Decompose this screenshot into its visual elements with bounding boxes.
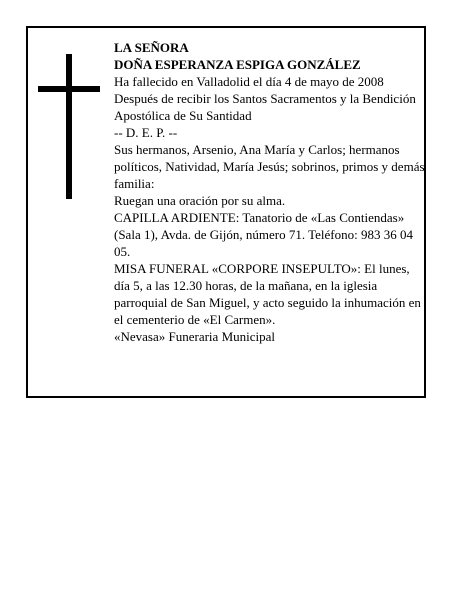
death-announcement: Ha fallecido en Valladolid el día 4 de mayo de 2008 bbox=[114, 74, 384, 89]
rip-text: -- D. E. P. -- bbox=[114, 125, 178, 140]
cross-vertical-bar bbox=[66, 54, 72, 199]
deceased-name: DOÑA ESPERANZA ESPIGA GONZÁLEZ bbox=[114, 57, 361, 72]
sacraments-text: Después de recibir los Santos Sacramentos y la Bendición Apostólica de Su Santidad bbox=[114, 91, 416, 123]
notice-heading-title: LA SEÑORA bbox=[114, 40, 189, 55]
chapel-info: CAPILLA ARDIENTE: Tanatorio de «Las Contiendas» (Sala 1), Avda. de Gijón, número 71. Teléfono: 983 36 04 05. bbox=[114, 210, 413, 259]
obituary-notice bbox=[26, 26, 426, 398]
family-text: Sus hermanos, Arsenio, Ana María y Carlos; hermanos políticos, Natividad, María Jesús; sobrinos, primos y demás familia: bbox=[114, 142, 425, 191]
prayer-request: Ruegan una oración por su alma. bbox=[114, 193, 286, 208]
cross-horizontal-bar bbox=[38, 86, 100, 92]
funeral-home: «Nevasa» Funeraria Municipal bbox=[114, 329, 276, 344]
notice-body bbox=[114, 39, 426, 345]
latin-cross-icon bbox=[38, 54, 102, 199]
funeral-mass-info: MISA FUNERAL «CORPORE INSEPULTO»: El lunes, día 5, a las 12.30 horas, de la mañana, en la iglesia parroquial de San Miguel, y acto seguido la inhumación en el cementerio de «El Carmen». bbox=[114, 261, 421, 327]
